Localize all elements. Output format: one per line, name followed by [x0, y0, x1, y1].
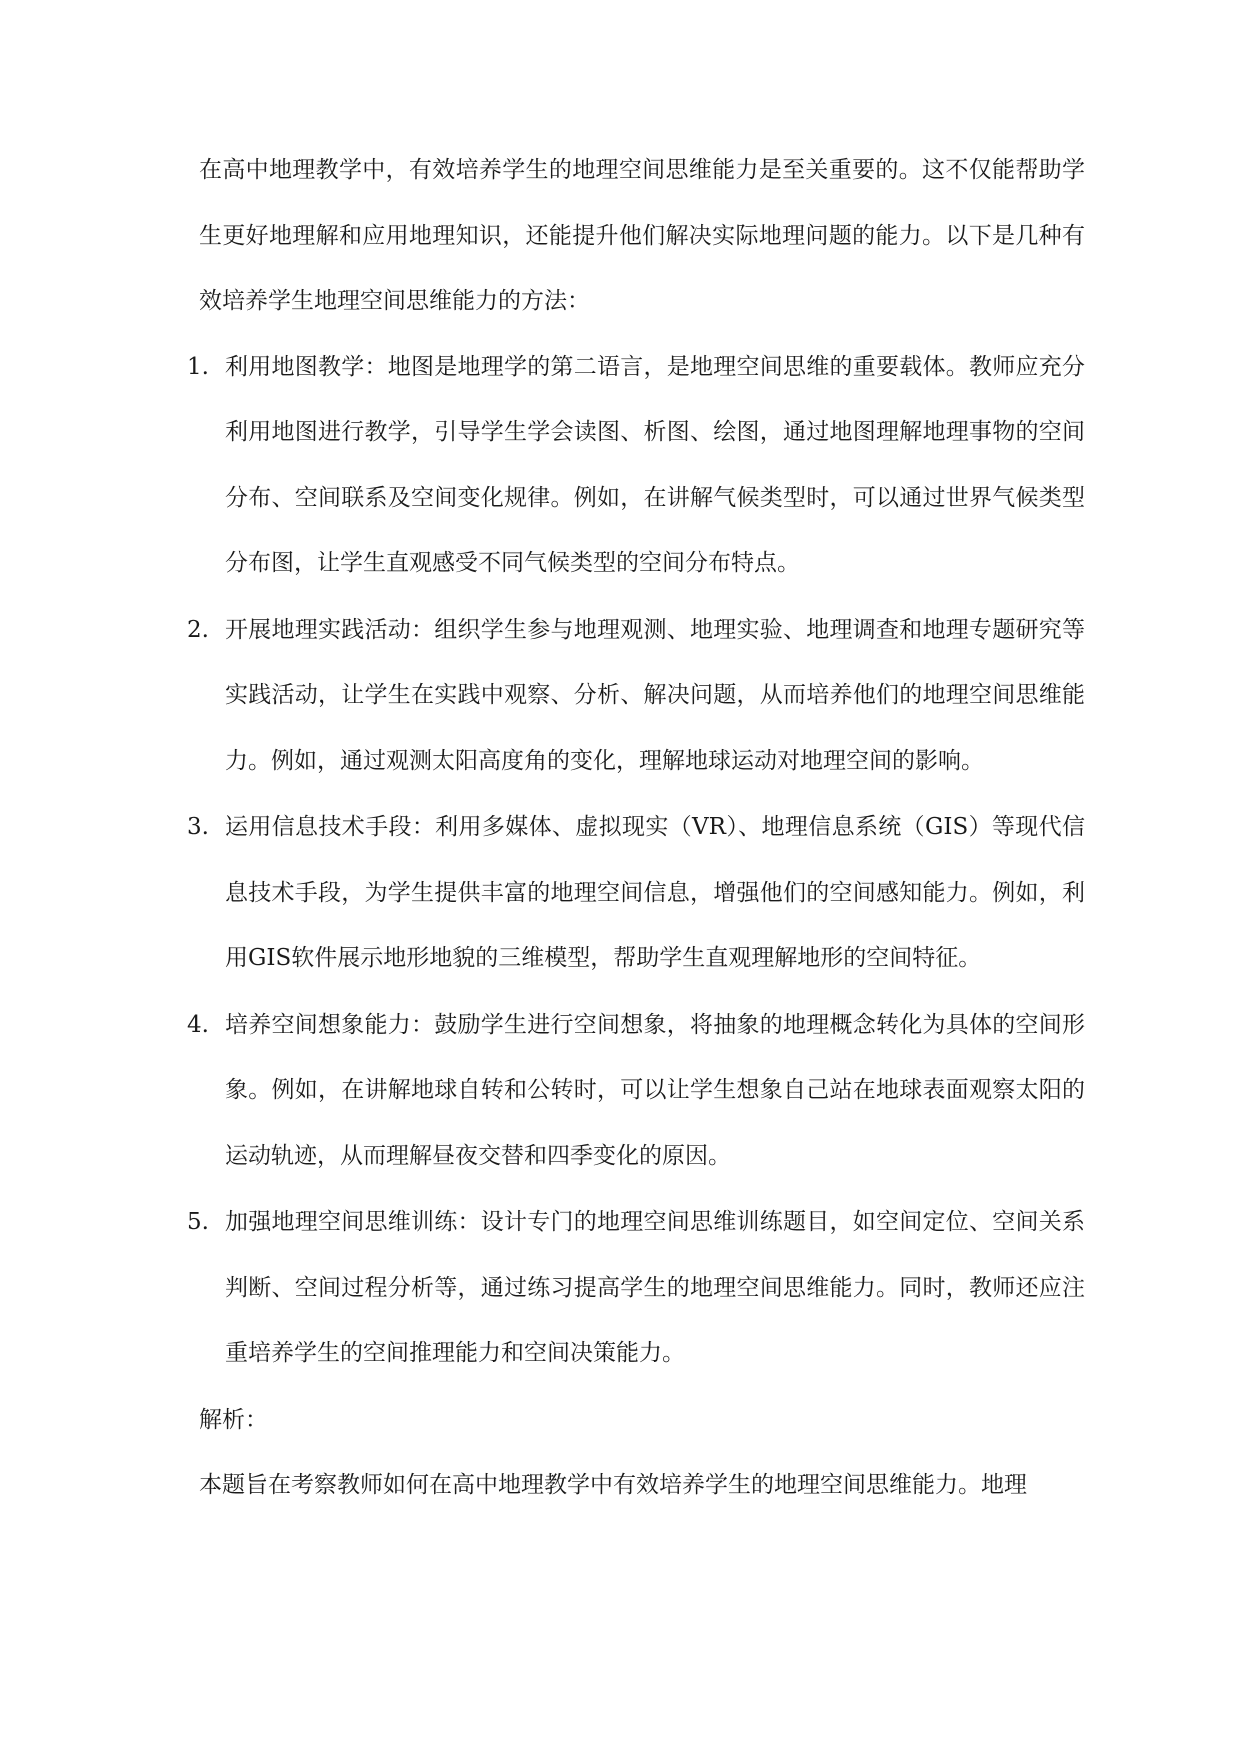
- methods-list: [187, 335, 1085, 1387]
- list-number: 3.: [187, 814, 209, 840]
- list-item: [187, 598, 1085, 795]
- intro-paragraph: 在高中地理教学中，有效培养学生的地理空间思维能力是至关重要的。这不仅能帮助学生更好地理解和应用地理知识，还能提升他们解决实际地理问题的能力。以下是几种有效培养学生地理空间思维能力的方法：: [199, 157, 1085, 314]
- list-item-text: 加强地理空间思维训练：设计专门的地理空间思维训练题目，如空间定位、空间关系判断、空间过程分析等，通过练习提高学生的地理空间思维能力。同时，教师还应注重培养学生的空间推理能力和空间决策能力。: [225, 1209, 1085, 1366]
- list-item-text: 培养空间想象能力：鼓励学生进行空间想象，将抽象的地理概念转化为具体的空间形象。例如，在讲解地球自转和公转时，可以让学生想象自己站在地球表面观察太阳的运动轨迹，从而理解昼夜交替和四季变化的原因。: [225, 1011, 1085, 1169]
- analysis-paragraph: 本题旨在考察教师如何在高中地理教学中有效培养学生的地理空间思维能力。地理: [199, 1472, 1027, 1498]
- list-item-text: 运用信息技术手段：利用多媒体、虚拟现实（VR）、地理信息系统（GIS）等现代信息技术手段，为学生提供丰富的地理空间信息，增强他们的空间感知能力。例如，利用GIS软件展示地形地貌的三维模型，帮助学生直观理解地形的空间特征。: [225, 814, 1085, 971]
- list-item-text: 利用地图教学：地图是地理学的第二语言，是地理空间思维的重要载体。教师应充分利用地图进行教学，引导学生学会读图、析图、绘图，通过地图理解地理事物的空间分布、空间联系及空间变化规律。例如，在讲解气候类型时，可以通过世界气候类型分布图，让学生直观感受不同气候类型的空间分布特点。: [225, 353, 1085, 576]
- list-item: [187, 993, 1085, 1190]
- list-item-text: 开展地理实践活动：组织学生参与地理观测、地理实验、地理调查和地理专题研究等实践活动，让学生在实践中观察、分析、解决问题，从而培养他们的地理空间思维能力。例如，通过观测太阳高度角的变化，理解地球运动对地理空间的影响。: [225, 616, 1085, 774]
- list-number: 5.: [187, 1209, 209, 1235]
- document-body: [187, 138, 1085, 1519]
- analysis-label: 解析：: [199, 1406, 268, 1433]
- list-item: [187, 795, 1085, 992]
- list-number: 2.: [187, 616, 209, 643]
- list-number: 1.: [187, 353, 209, 380]
- list-number: 4.: [187, 1011, 209, 1038]
- list-item: [187, 335, 1085, 597]
- list-item: [187, 1190, 1085, 1387]
